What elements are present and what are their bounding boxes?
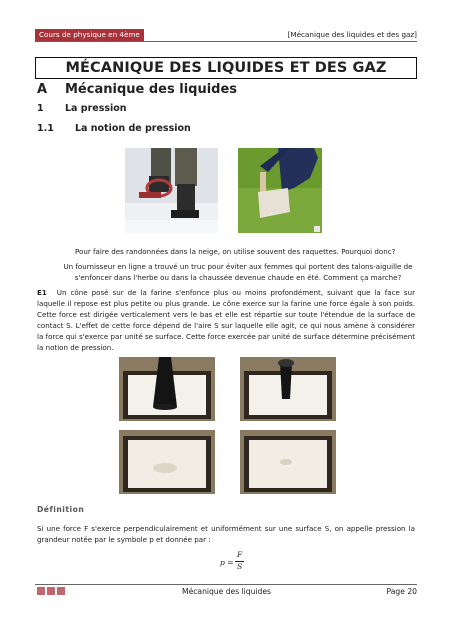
snowshoe-photo: [125, 148, 218, 233]
formula-numerator: F: [237, 550, 243, 559]
cone-base-down-photo: [240, 357, 336, 421]
footer-page-number: Page 20: [386, 587, 417, 596]
header-divider: [35, 41, 417, 42]
footer-chapter: Mécanique des liquides: [182, 587, 271, 596]
experiment-paragraph: [37, 287, 415, 353]
experiment-text: Un cône posé sur de la farine s'enfonce plus ou moins profondément, suivant que la face sur laquelle il repose est plus petite ou plus grande. Le cône exerce sur la farine une force égale à son poids. Cette force est dirigée verticalement vers le bas et elle est répartie sur toute l'étendue de la surface de contact S. L'effet de cette force dépend de l'aire S sur laquelle elle agit, ce qui nous amène à considérer la force qui s'exerce par unité se surface. Cette force exercée par unité de surface détermine précisément la notion de pression.: [37, 288, 415, 352]
caption-heels: [58, 261, 418, 283]
section-1-number: 1: [37, 103, 44, 114]
section-a-label: Mécanique des liquides: [65, 82, 238, 97]
section-1-label: La pression: [65, 103, 127, 114]
header-chapter-label: [Mécanique des liquides et des gaz]: [287, 30, 417, 39]
caption-heels-line-1: Un fournisseur en ligne a trouvé un truc pour éviter aux femmes qui portent des talons-aiguille de: [63, 262, 413, 271]
header-course-label: Cours de physique en 4ème: [35, 29, 144, 41]
experiment-label: E1: [37, 288, 47, 297]
section-a-letter: A: [37, 82, 48, 97]
footer-divider: [35, 584, 417, 585]
page-title: MÉCANIQUE DES LIQUIDES ET DES GAZ: [35, 57, 417, 79]
section-1-1-number: 1.1: [37, 123, 54, 134]
formula-lhs: p =: [220, 558, 234, 567]
definition-title: Définition: [37, 505, 85, 514]
section-1-1-label: La notion de pression: [75, 123, 191, 134]
flour-imprint-large-photo: [240, 430, 336, 494]
pressure-formula: [220, 550, 260, 574]
section-a-heading: [37, 82, 237, 98]
section-1-1-heading: [37, 123, 191, 135]
section-1-heading: [37, 103, 127, 115]
caption-heels-line-2: s'enfoncer dans l'herbe ou dans la chaussée devenue chaude en été. Comment ça marche?: [74, 273, 402, 282]
cone-tip-down-photo: [119, 357, 215, 421]
definition-text: Si une force F s'exerce perpendiculairement et uniformément sur une surface S, on appelle pression la grandeur notée par le symbole p et donnée par :: [37, 524, 415, 544]
heel-on-grass-photo: [238, 148, 322, 233]
formula-denominator: S: [237, 562, 243, 571]
caption-snowshoes: Pour faire des randonnées dans la neige, on utilise souvent des raquettes. Pourquoi donc?: [75, 247, 396, 256]
flour-imprint-small-photo: [119, 430, 215, 494]
